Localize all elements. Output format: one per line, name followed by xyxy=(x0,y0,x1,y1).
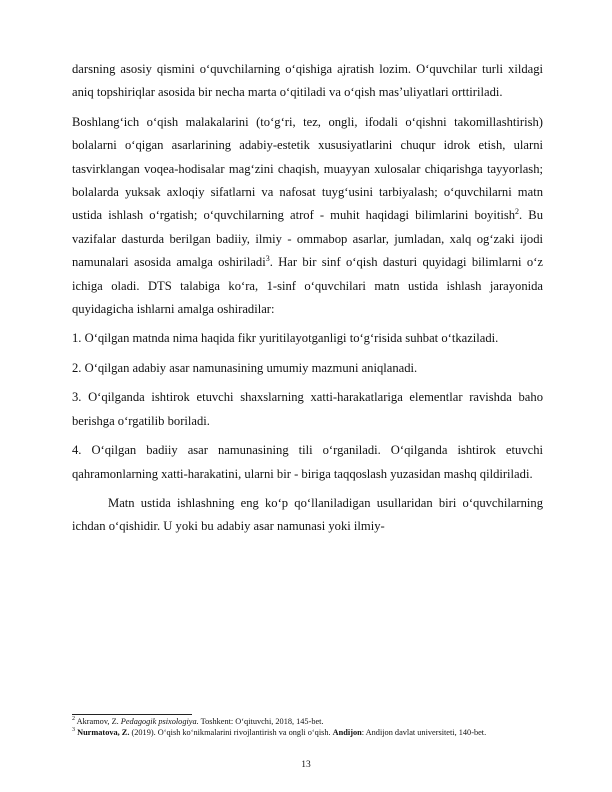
list-item-3: 3. O‘qilganda ishtirok etuvchi shaxslarning xatti-harakatlariga elementlar ravishda baho berishga o‘rgatilib boriladi. xyxy=(72,390,543,428)
page-body xyxy=(72,58,543,539)
paragraph-2 xyxy=(72,111,543,322)
footnote-2-title: Pedagogik psixologiya. xyxy=(120,717,199,726)
footnote-2 xyxy=(72,716,543,727)
footnote-2-number: 2 xyxy=(72,716,75,723)
paragraph-2-part-b: . Bu vazifalar dasturda berilgan badiiy, ilmiy - ommabop asarlar, jumladan, xalq og‘zaki ijodi namunalari asosida amalga oshiriladi xyxy=(72,208,543,270)
footnote-ref-2[interactable]: 2 xyxy=(515,207,520,217)
footnote-divider xyxy=(72,714,192,715)
paragraph-2-part-c: . Har bir sinf o‘qish dasturi quyidagi bilimlarni o‘z ichiga oladi. DTS talabiga ko‘ra, 1-sinf o‘quvchilari matn ustida ishlash jarayonida quyidagicha ishlarni amalga oshiradilar: xyxy=(72,255,543,317)
list-item-1: 1. O‘qilgan matnda nima haqida fikr yuritilayotganligi to‘g‘risida suhbat o‘tkaziladi. xyxy=(72,331,499,346)
footnote-3-publisher: : Andijon davlat universiteti, 140-bet. xyxy=(361,728,487,737)
paragraph-last: Matn ustida ishlashning eng ko‘p qo‘llaniladigan usullaridan biri o‘quvchilarning ichdan o‘qishidir. U yoki bu adabiy asar namunasi yoki ilmiy- xyxy=(72,495,543,534)
page-number: 13 xyxy=(301,760,311,770)
footnote-3 xyxy=(72,727,543,738)
footnote-3-author: Nurmatova, Z. xyxy=(77,728,130,737)
footnote-2-publisher: Toshkent: O‘qituvchi, 2018, 145-bet. xyxy=(200,717,324,726)
footnote-ref-3[interactable]: 3 xyxy=(265,254,270,264)
list-item-2: 2. O‘qilgan adabiy asar namunasining umumiy mazmuni aniqlanadi. xyxy=(72,360,418,375)
footnote-2-author: Akramov, Z. xyxy=(76,717,119,726)
paragraph-2-part-a: Boshlang‘ich o‘qish malakalarini (to‘g‘ri, tez, ongli, ifodali o‘qishni takomillashtirish) bolalarni o‘qigan asarlarining adabiy-estetik xususiyatlarini chuqur idrok etish, ularni tasvirklangan voqea-hodisalar mag‘zini chaqish, muayyan xulosalar chiqarishga tayyorlash; bolalarda yuksak axloqiy sifatlarni va nafosat tuyg‘usini tarbiyalash; o‘quvchilarni matn ustida ishlash o‘rgatish; o‘quvchilarning atrof - muhit haqidagi bilimlarini boyitish xyxy=(72,114,543,223)
paragraph-1: darsning asosiy qismini o‘quvchilarning o‘qishiga ajratish lozim. O‘quvchilar turli xildagi aniq topshiriqlar asosida bir necha marta o‘qitiladi va o‘qish mas’uliyatlari orttiriladi. xyxy=(72,62,543,100)
footnote-3-number: 3 xyxy=(72,727,75,734)
list-item-4: 4. O‘qilgan badiiy asar namunasining tili o‘rganiladi. O‘qilganda ishtirok etuvchi qahramonlarning xatti-harakatini, ularni bir - biriga taqqoslash yuzasidan mashq qildiriladi. xyxy=(72,443,543,481)
footnote-3-title: (2019). O‘qish ko‘nikmalarini rivojlantirish va ongli o‘qish. xyxy=(131,728,331,737)
footnote-3-city: Andijon xyxy=(332,728,362,737)
